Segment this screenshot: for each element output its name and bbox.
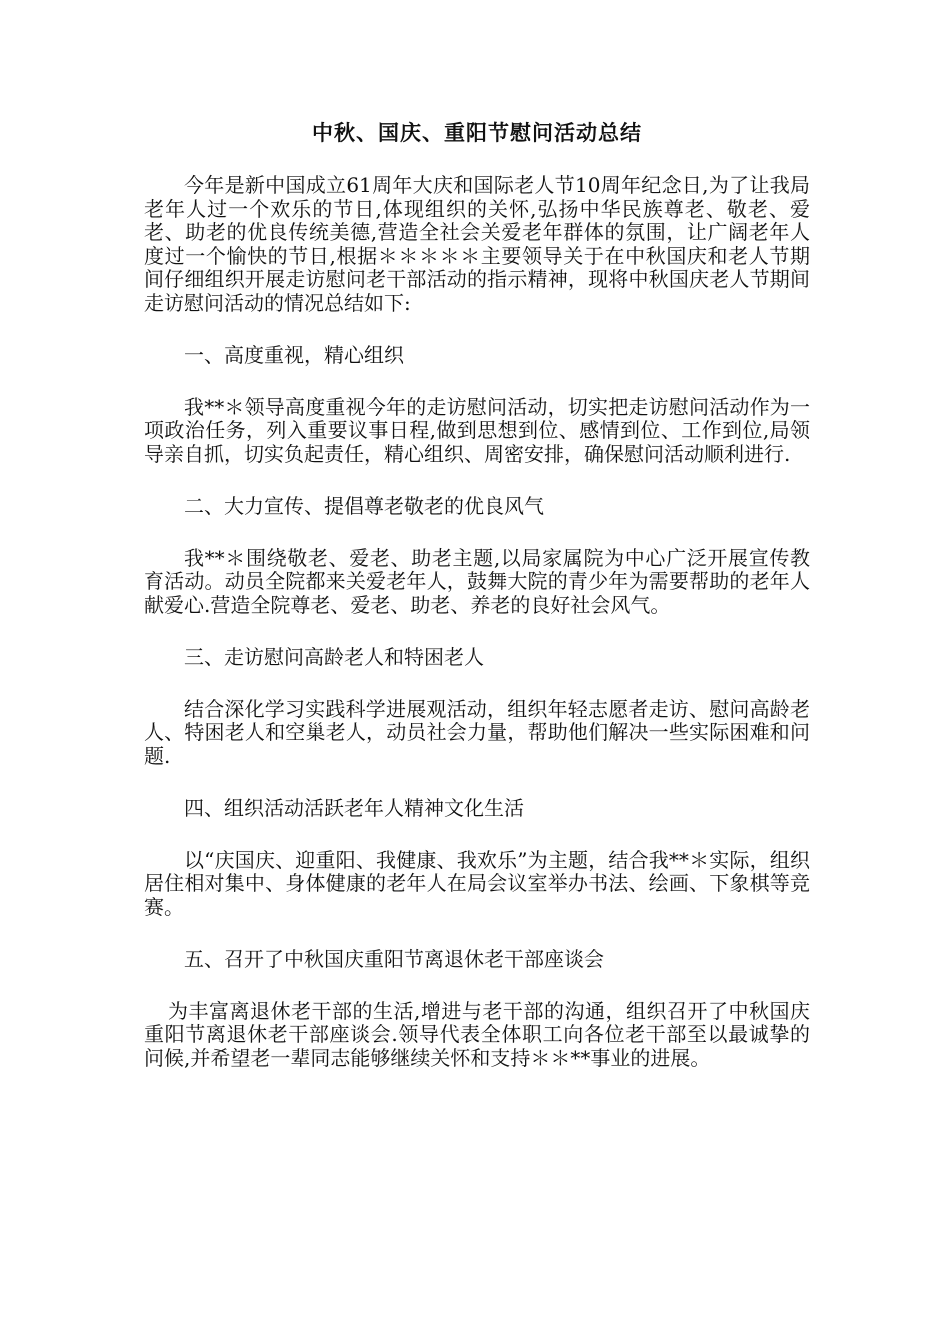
section-heading-3: 三、走访慰问高龄老人和特困老人 bbox=[184, 645, 484, 669]
section-body-1: 我**＊领导高度重视今年的走访慰问活动，切实把走访慰问活动作为一项政治任务，列入重要议事日程,做到思想到位、感情到位、工作到位,局领导亲自抓，切实负起责任，精心组织、周密安排，确保慰问活动顺利进行. bbox=[144, 394, 810, 466]
document-page bbox=[144, 118, 810, 1070]
section-heading-4: 四、组织活动活跃老年人精神文化生活 bbox=[184, 796, 524, 820]
section-heading-5: 五、召开了中秋国庆重阳节离退休老干部座谈会 bbox=[184, 947, 604, 971]
section-body-2: 我**＊围绕敬老、爱老、助老主题,以局家属院为中心广泛开展宣传教育活动。动员全院都来关爱老年人，鼓舞大院的青少年为需要帮助的老年人献爱心.营造全院尊老、爱老、助老、养老的良好社会风气。 bbox=[144, 545, 810, 617]
section-body-3: 结合深化学习实践科学进展观活动，组织年轻志愿者走访、慰问高龄老人、特困老人和空巢老人，动员社会力量，帮助他们解决一些实际困难和问题. bbox=[144, 696, 810, 768]
section-body-5: 为丰富离退休老干部的生活,增进与老干部的沟通，组织召开了中秋国庆重阳节离退休老干部座谈会.领导代表全体职工向各位老干部至以最诚挚的问候,并希望老一辈同志能够继续关怀和支持＊＊**事业的进展。 bbox=[144, 998, 810, 1070]
section-heading-2: 二、大力宣传、提倡尊老敬老的优良风气 bbox=[184, 494, 544, 518]
intro-paragraph: 今年是新中国成立61周年大庆和国际老人节10周年纪念日,为了让我局老年人过一个欢乐的节日,体现组织的关怀,弘扬中华民族尊老、敬老、爱老、助老的优良传统美德,营造全社会关爱老年群体的氛围，让广阔老年人度过一个愉快的节日,根据＊＊＊＊＊主要领导关于在中秋国庆和老人节期间仔细组织开展走访慰问老干部活动的指示精神，现将中秋国庆老人节期间走访慰问活动的情况总结如下: bbox=[144, 173, 810, 315]
section-body-4: 以“庆国庆、迎重阳、我健康、我欢乐”为主题，结合我**＊实际，组织居住相对集中、身体健康的老年人在局会议室举办书法、绘画、下象棋等竞赛。 bbox=[144, 847, 810, 919]
document-title: 中秋、国庆、重阳节慰问活动总结 bbox=[312, 121, 642, 145]
section-heading-1: 一、高度重视，精心组织 bbox=[184, 343, 404, 367]
